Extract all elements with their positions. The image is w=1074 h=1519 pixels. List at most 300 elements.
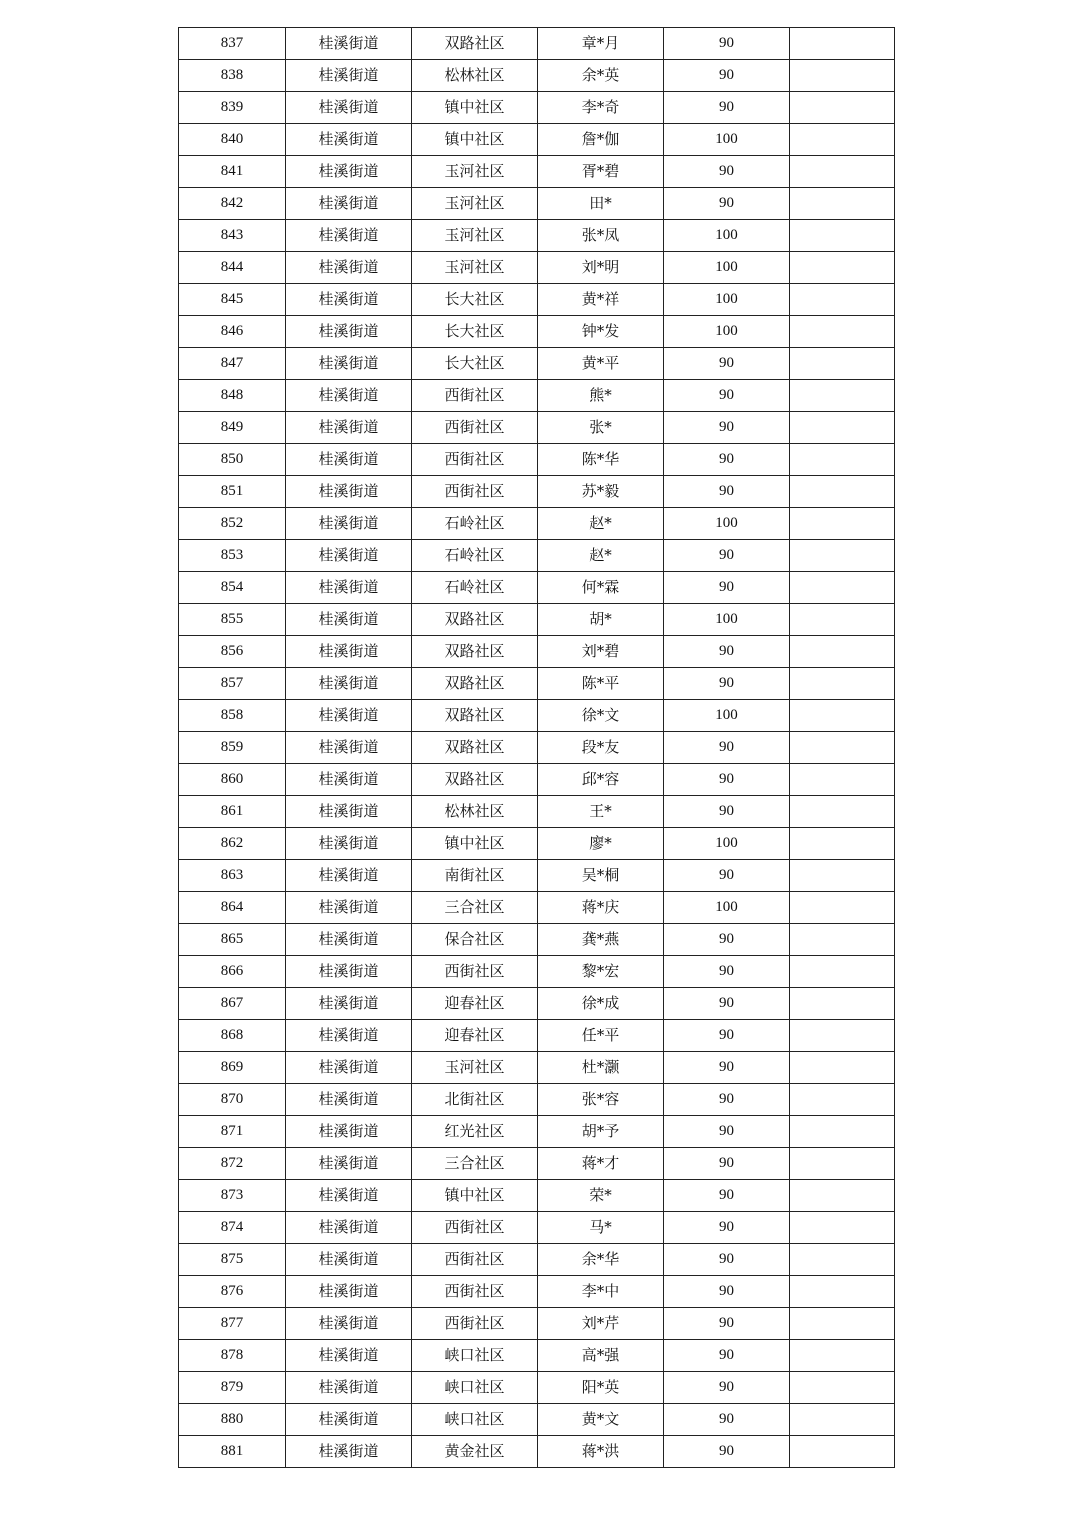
name-cell: 徐*成 (538, 988, 664, 1020)
score-cell: 90 (664, 1020, 790, 1052)
name-cell: 胥*碧 (538, 156, 664, 188)
score-cell: 90 (664, 668, 790, 700)
score-cell: 90 (664, 1116, 790, 1148)
community-cell: 玉河社区 (412, 188, 538, 220)
street-cell: 桂溪街道 (286, 732, 412, 764)
serial-number-cell: 844 (179, 252, 286, 284)
community-cell: 玉河社区 (412, 252, 538, 284)
remark-cell (790, 284, 895, 316)
table-row (179, 60, 895, 92)
street-cell: 桂溪街道 (286, 956, 412, 988)
community-cell: 三合社区 (412, 892, 538, 924)
serial-number-cell: 873 (179, 1180, 286, 1212)
score-cell: 100 (664, 252, 790, 284)
score-cell: 90 (664, 1052, 790, 1084)
remark-cell (790, 188, 895, 220)
table-row (179, 444, 895, 476)
score-cell: 90 (664, 412, 790, 444)
community-cell: 镇中社区 (412, 828, 538, 860)
serial-number-cell: 852 (179, 508, 286, 540)
score-cell: 90 (664, 1244, 790, 1276)
remark-cell (790, 1308, 895, 1340)
street-cell: 桂溪街道 (286, 348, 412, 380)
street-cell: 桂溪街道 (286, 1436, 412, 1468)
street-cell: 桂溪街道 (286, 636, 412, 668)
name-cell: 荣* (538, 1180, 664, 1212)
remark-cell (790, 1052, 895, 1084)
remark-cell (790, 1212, 895, 1244)
serial-number-cell: 867 (179, 988, 286, 1020)
street-cell: 桂溪街道 (286, 924, 412, 956)
serial-number-cell: 846 (179, 316, 286, 348)
score-cell: 100 (664, 700, 790, 732)
name-cell: 王* (538, 796, 664, 828)
name-cell: 徐*文 (538, 700, 664, 732)
community-cell: 保合社区 (412, 924, 538, 956)
serial-number-cell: 877 (179, 1308, 286, 1340)
street-cell: 桂溪街道 (286, 508, 412, 540)
score-cell: 90 (664, 1404, 790, 1436)
name-cell: 蒋*才 (538, 1148, 664, 1180)
community-cell: 镇中社区 (412, 1180, 538, 1212)
serial-number-cell: 864 (179, 892, 286, 924)
table-row (179, 1340, 895, 1372)
street-cell: 桂溪街道 (286, 988, 412, 1020)
serial-number-cell: 871 (179, 1116, 286, 1148)
remark-cell (790, 604, 895, 636)
table-row (179, 412, 895, 444)
community-cell: 西街社区 (412, 1276, 538, 1308)
score-cell: 90 (664, 60, 790, 92)
community-cell: 迎春社区 (412, 988, 538, 1020)
remark-cell (790, 220, 895, 252)
serial-number-cell: 853 (179, 540, 286, 572)
name-cell: 赵* (538, 540, 664, 572)
name-cell: 李*中 (538, 1276, 664, 1308)
score-cell: 100 (664, 892, 790, 924)
remark-cell (790, 60, 895, 92)
remark-cell (790, 124, 895, 156)
community-cell: 玉河社区 (412, 220, 538, 252)
street-cell: 桂溪街道 (286, 60, 412, 92)
name-cell: 张*容 (538, 1084, 664, 1116)
community-cell: 西街社区 (412, 1308, 538, 1340)
remark-cell (790, 1436, 895, 1468)
community-cell: 双路社区 (412, 700, 538, 732)
remark-cell (790, 1180, 895, 1212)
street-cell: 桂溪街道 (286, 572, 412, 604)
community-cell: 双路社区 (412, 28, 538, 60)
score-cell: 90 (664, 188, 790, 220)
name-cell: 刘*明 (538, 252, 664, 284)
street-cell: 桂溪街道 (286, 1308, 412, 1340)
street-cell: 桂溪街道 (286, 1244, 412, 1276)
score-cell: 90 (664, 1212, 790, 1244)
table-row (179, 1308, 895, 1340)
street-cell: 桂溪街道 (286, 220, 412, 252)
remark-cell (790, 1340, 895, 1372)
score-cell: 90 (664, 572, 790, 604)
table-row (179, 1436, 895, 1468)
name-cell: 黄*文 (538, 1404, 664, 1436)
score-cell: 90 (664, 348, 790, 380)
table-row (179, 92, 895, 124)
name-cell: 赵* (538, 508, 664, 540)
score-cell: 90 (664, 764, 790, 796)
street-cell: 桂溪街道 (286, 156, 412, 188)
remark-cell (790, 572, 895, 604)
street-cell: 桂溪街道 (286, 316, 412, 348)
street-cell: 桂溪街道 (286, 828, 412, 860)
community-cell: 长大社区 (412, 348, 538, 380)
name-cell: 阳*英 (538, 1372, 664, 1404)
name-cell: 胡*予 (538, 1116, 664, 1148)
community-cell: 黄金社区 (412, 1436, 538, 1468)
remark-cell (790, 892, 895, 924)
street-cell: 桂溪街道 (286, 1340, 412, 1372)
score-cell: 90 (664, 380, 790, 412)
community-cell: 三合社区 (412, 1148, 538, 1180)
table-row (179, 1244, 895, 1276)
table-row (179, 828, 895, 860)
remark-cell (790, 156, 895, 188)
community-cell: 长大社区 (412, 284, 538, 316)
serial-number-cell: 866 (179, 956, 286, 988)
community-cell: 峡口社区 (412, 1404, 538, 1436)
name-cell: 吴*桐 (538, 860, 664, 892)
community-cell: 西街社区 (412, 476, 538, 508)
serial-number-cell: 850 (179, 444, 286, 476)
serial-number-cell: 863 (179, 860, 286, 892)
name-cell: 黎*宏 (538, 956, 664, 988)
remark-cell (790, 508, 895, 540)
score-cell: 90 (664, 924, 790, 956)
street-cell: 桂溪街道 (286, 764, 412, 796)
name-cell: 余*华 (538, 1244, 664, 1276)
table-row (179, 380, 895, 412)
street-cell: 桂溪街道 (286, 380, 412, 412)
serial-number-cell: 838 (179, 60, 286, 92)
community-cell: 北街社区 (412, 1084, 538, 1116)
street-cell: 桂溪街道 (286, 1276, 412, 1308)
serial-number-cell: 870 (179, 1084, 286, 1116)
remark-cell (790, 1276, 895, 1308)
table-row (179, 316, 895, 348)
community-cell: 西街社区 (412, 1212, 538, 1244)
community-cell: 峡口社区 (412, 1372, 538, 1404)
remark-cell (790, 252, 895, 284)
table-row (179, 1180, 895, 1212)
street-cell: 桂溪街道 (286, 412, 412, 444)
table-row (179, 1052, 895, 1084)
street-cell: 桂溪街道 (286, 252, 412, 284)
serial-number-cell: 880 (179, 1404, 286, 1436)
serial-number-cell: 862 (179, 828, 286, 860)
street-cell: 桂溪街道 (286, 284, 412, 316)
score-cell: 90 (664, 28, 790, 60)
street-cell: 桂溪街道 (286, 28, 412, 60)
table-row (179, 1212, 895, 1244)
score-cell: 90 (664, 732, 790, 764)
street-cell: 桂溪街道 (286, 1084, 412, 1116)
table-body (179, 28, 895, 1468)
community-cell: 玉河社区 (412, 1052, 538, 1084)
name-cell: 张*凤 (538, 220, 664, 252)
name-cell: 邱*容 (538, 764, 664, 796)
name-cell: 钟*发 (538, 316, 664, 348)
name-cell: 蒋*庆 (538, 892, 664, 924)
serial-number-cell: 851 (179, 476, 286, 508)
table-row (179, 764, 895, 796)
table-row (179, 252, 895, 284)
street-cell: 桂溪街道 (286, 1212, 412, 1244)
serial-number-cell: 856 (179, 636, 286, 668)
serial-number-cell: 878 (179, 1340, 286, 1372)
score-cell: 90 (664, 92, 790, 124)
table-row (179, 860, 895, 892)
table-row (179, 156, 895, 188)
serial-number-cell: 855 (179, 604, 286, 636)
score-cell: 90 (664, 444, 790, 476)
community-cell: 双路社区 (412, 636, 538, 668)
remark-cell (790, 828, 895, 860)
score-cell: 90 (664, 860, 790, 892)
name-cell: 蒋*洪 (538, 1436, 664, 1468)
score-cell: 90 (664, 1340, 790, 1372)
serial-number-cell: 865 (179, 924, 286, 956)
serial-number-cell: 861 (179, 796, 286, 828)
remark-cell (790, 796, 895, 828)
name-cell: 任*平 (538, 1020, 664, 1052)
serial-number-cell: 839 (179, 92, 286, 124)
serial-number-cell: 848 (179, 380, 286, 412)
serial-number-cell: 859 (179, 732, 286, 764)
street-cell: 桂溪街道 (286, 1372, 412, 1404)
community-cell: 双路社区 (412, 668, 538, 700)
serial-number-cell: 868 (179, 1020, 286, 1052)
table-row (179, 188, 895, 220)
serial-number-cell: 854 (179, 572, 286, 604)
name-cell: 黄*祥 (538, 284, 664, 316)
remark-cell (790, 1372, 895, 1404)
table-row (179, 28, 895, 60)
serial-number-cell: 842 (179, 188, 286, 220)
table-row (179, 284, 895, 316)
remark-cell (790, 764, 895, 796)
remark-cell (790, 1404, 895, 1436)
street-cell: 桂溪街道 (286, 860, 412, 892)
score-cell: 100 (664, 604, 790, 636)
street-cell: 桂溪街道 (286, 1404, 412, 1436)
community-cell: 松林社区 (412, 60, 538, 92)
remark-cell (790, 444, 895, 476)
name-cell: 杜*灏 (538, 1052, 664, 1084)
table-row (179, 1148, 895, 1180)
remark-cell (790, 668, 895, 700)
community-cell: 西街社区 (412, 1244, 538, 1276)
street-cell: 桂溪街道 (286, 668, 412, 700)
table-row (179, 892, 895, 924)
score-cell: 100 (664, 284, 790, 316)
community-cell: 西街社区 (412, 956, 538, 988)
serial-number-cell: 876 (179, 1276, 286, 1308)
records-table (178, 27, 895, 1468)
community-cell: 玉河社区 (412, 156, 538, 188)
community-cell: 南街社区 (412, 860, 538, 892)
street-cell: 桂溪街道 (286, 476, 412, 508)
score-cell: 90 (664, 1308, 790, 1340)
name-cell: 章*月 (538, 28, 664, 60)
serial-number-cell: 843 (179, 220, 286, 252)
remark-cell (790, 92, 895, 124)
table-row (179, 1116, 895, 1148)
name-cell: 廖* (538, 828, 664, 860)
score-cell: 90 (664, 796, 790, 828)
name-cell: 龚*燕 (538, 924, 664, 956)
name-cell: 余*英 (538, 60, 664, 92)
score-cell: 90 (664, 636, 790, 668)
street-cell: 桂溪街道 (286, 188, 412, 220)
remark-cell (790, 28, 895, 60)
remark-cell (790, 1020, 895, 1052)
remark-cell (790, 700, 895, 732)
score-cell: 90 (664, 1084, 790, 1116)
table-row (179, 924, 895, 956)
community-cell: 西街社区 (412, 380, 538, 412)
name-cell: 刘*芹 (538, 1308, 664, 1340)
remark-cell (790, 636, 895, 668)
community-cell: 镇中社区 (412, 124, 538, 156)
score-cell: 90 (664, 956, 790, 988)
score-cell: 100 (664, 316, 790, 348)
remark-cell (790, 988, 895, 1020)
table-row (179, 1020, 895, 1052)
community-cell: 镇中社区 (412, 92, 538, 124)
street-cell: 桂溪街道 (286, 604, 412, 636)
street-cell: 桂溪街道 (286, 1116, 412, 1148)
street-cell: 桂溪街道 (286, 124, 412, 156)
name-cell: 熊* (538, 380, 664, 412)
community-cell: 红光社区 (412, 1116, 538, 1148)
serial-number-cell: 881 (179, 1436, 286, 1468)
community-cell: 峡口社区 (412, 1340, 538, 1372)
remark-cell (790, 412, 895, 444)
table-row (179, 1404, 895, 1436)
community-cell: 松林社区 (412, 796, 538, 828)
community-cell: 西街社区 (412, 412, 538, 444)
street-cell: 桂溪街道 (286, 1052, 412, 1084)
serial-number-cell: 841 (179, 156, 286, 188)
street-cell: 桂溪街道 (286, 1020, 412, 1052)
table-row (179, 572, 895, 604)
name-cell: 段*友 (538, 732, 664, 764)
table-row (179, 1084, 895, 1116)
name-cell: 田* (538, 188, 664, 220)
score-cell: 90 (664, 1276, 790, 1308)
name-cell: 苏*毅 (538, 476, 664, 508)
serial-number-cell: 847 (179, 348, 286, 380)
score-cell: 90 (664, 1372, 790, 1404)
remark-cell (790, 1244, 895, 1276)
street-cell: 桂溪街道 (286, 540, 412, 572)
remark-cell (790, 316, 895, 348)
serial-number-cell: 837 (179, 28, 286, 60)
table-row (179, 668, 895, 700)
community-cell: 长大社区 (412, 316, 538, 348)
community-cell: 双路社区 (412, 764, 538, 796)
name-cell: 何*霖 (538, 572, 664, 604)
score-cell: 100 (664, 828, 790, 860)
remark-cell (790, 860, 895, 892)
remark-cell (790, 1116, 895, 1148)
street-cell: 桂溪街道 (286, 92, 412, 124)
name-cell: 张* (538, 412, 664, 444)
street-cell: 桂溪街道 (286, 444, 412, 476)
community-cell: 双路社区 (412, 732, 538, 764)
score-cell: 90 (664, 156, 790, 188)
table-row (179, 508, 895, 540)
table-row (179, 1276, 895, 1308)
score-cell: 90 (664, 540, 790, 572)
serial-number-cell: 858 (179, 700, 286, 732)
remark-cell (790, 540, 895, 572)
community-cell: 石岭社区 (412, 540, 538, 572)
name-cell: 高*强 (538, 1340, 664, 1372)
street-cell: 桂溪街道 (286, 796, 412, 828)
street-cell: 桂溪街道 (286, 1148, 412, 1180)
remark-cell (790, 380, 895, 412)
remark-cell (790, 1148, 895, 1180)
serial-number-cell: 840 (179, 124, 286, 156)
serial-number-cell: 860 (179, 764, 286, 796)
table-row (179, 732, 895, 764)
score-cell: 90 (664, 1180, 790, 1212)
name-cell: 陈*平 (538, 668, 664, 700)
score-cell: 90 (664, 1436, 790, 1468)
name-cell: 陈*华 (538, 444, 664, 476)
remark-cell (790, 956, 895, 988)
score-cell: 100 (664, 124, 790, 156)
serial-number-cell: 849 (179, 412, 286, 444)
name-cell: 詹*伽 (538, 124, 664, 156)
remark-cell (790, 732, 895, 764)
street-cell: 桂溪街道 (286, 700, 412, 732)
name-cell: 刘*碧 (538, 636, 664, 668)
serial-number-cell: 879 (179, 1372, 286, 1404)
score-cell: 90 (664, 988, 790, 1020)
name-cell: 李*奇 (538, 92, 664, 124)
table-row (179, 604, 895, 636)
table-row (179, 988, 895, 1020)
table-row (179, 124, 895, 156)
remark-cell (790, 1084, 895, 1116)
serial-number-cell: 875 (179, 1244, 286, 1276)
score-cell: 100 (664, 508, 790, 540)
street-cell: 桂溪街道 (286, 1180, 412, 1212)
remark-cell (790, 924, 895, 956)
table-row (179, 1372, 895, 1404)
remark-cell (790, 348, 895, 380)
table-row (179, 796, 895, 828)
name-cell: 胡* (538, 604, 664, 636)
name-cell: 黄*平 (538, 348, 664, 380)
table-row (179, 476, 895, 508)
serial-number-cell: 874 (179, 1212, 286, 1244)
name-cell: 马* (538, 1212, 664, 1244)
table-row (179, 956, 895, 988)
table-row (179, 636, 895, 668)
score-cell: 100 (664, 220, 790, 252)
